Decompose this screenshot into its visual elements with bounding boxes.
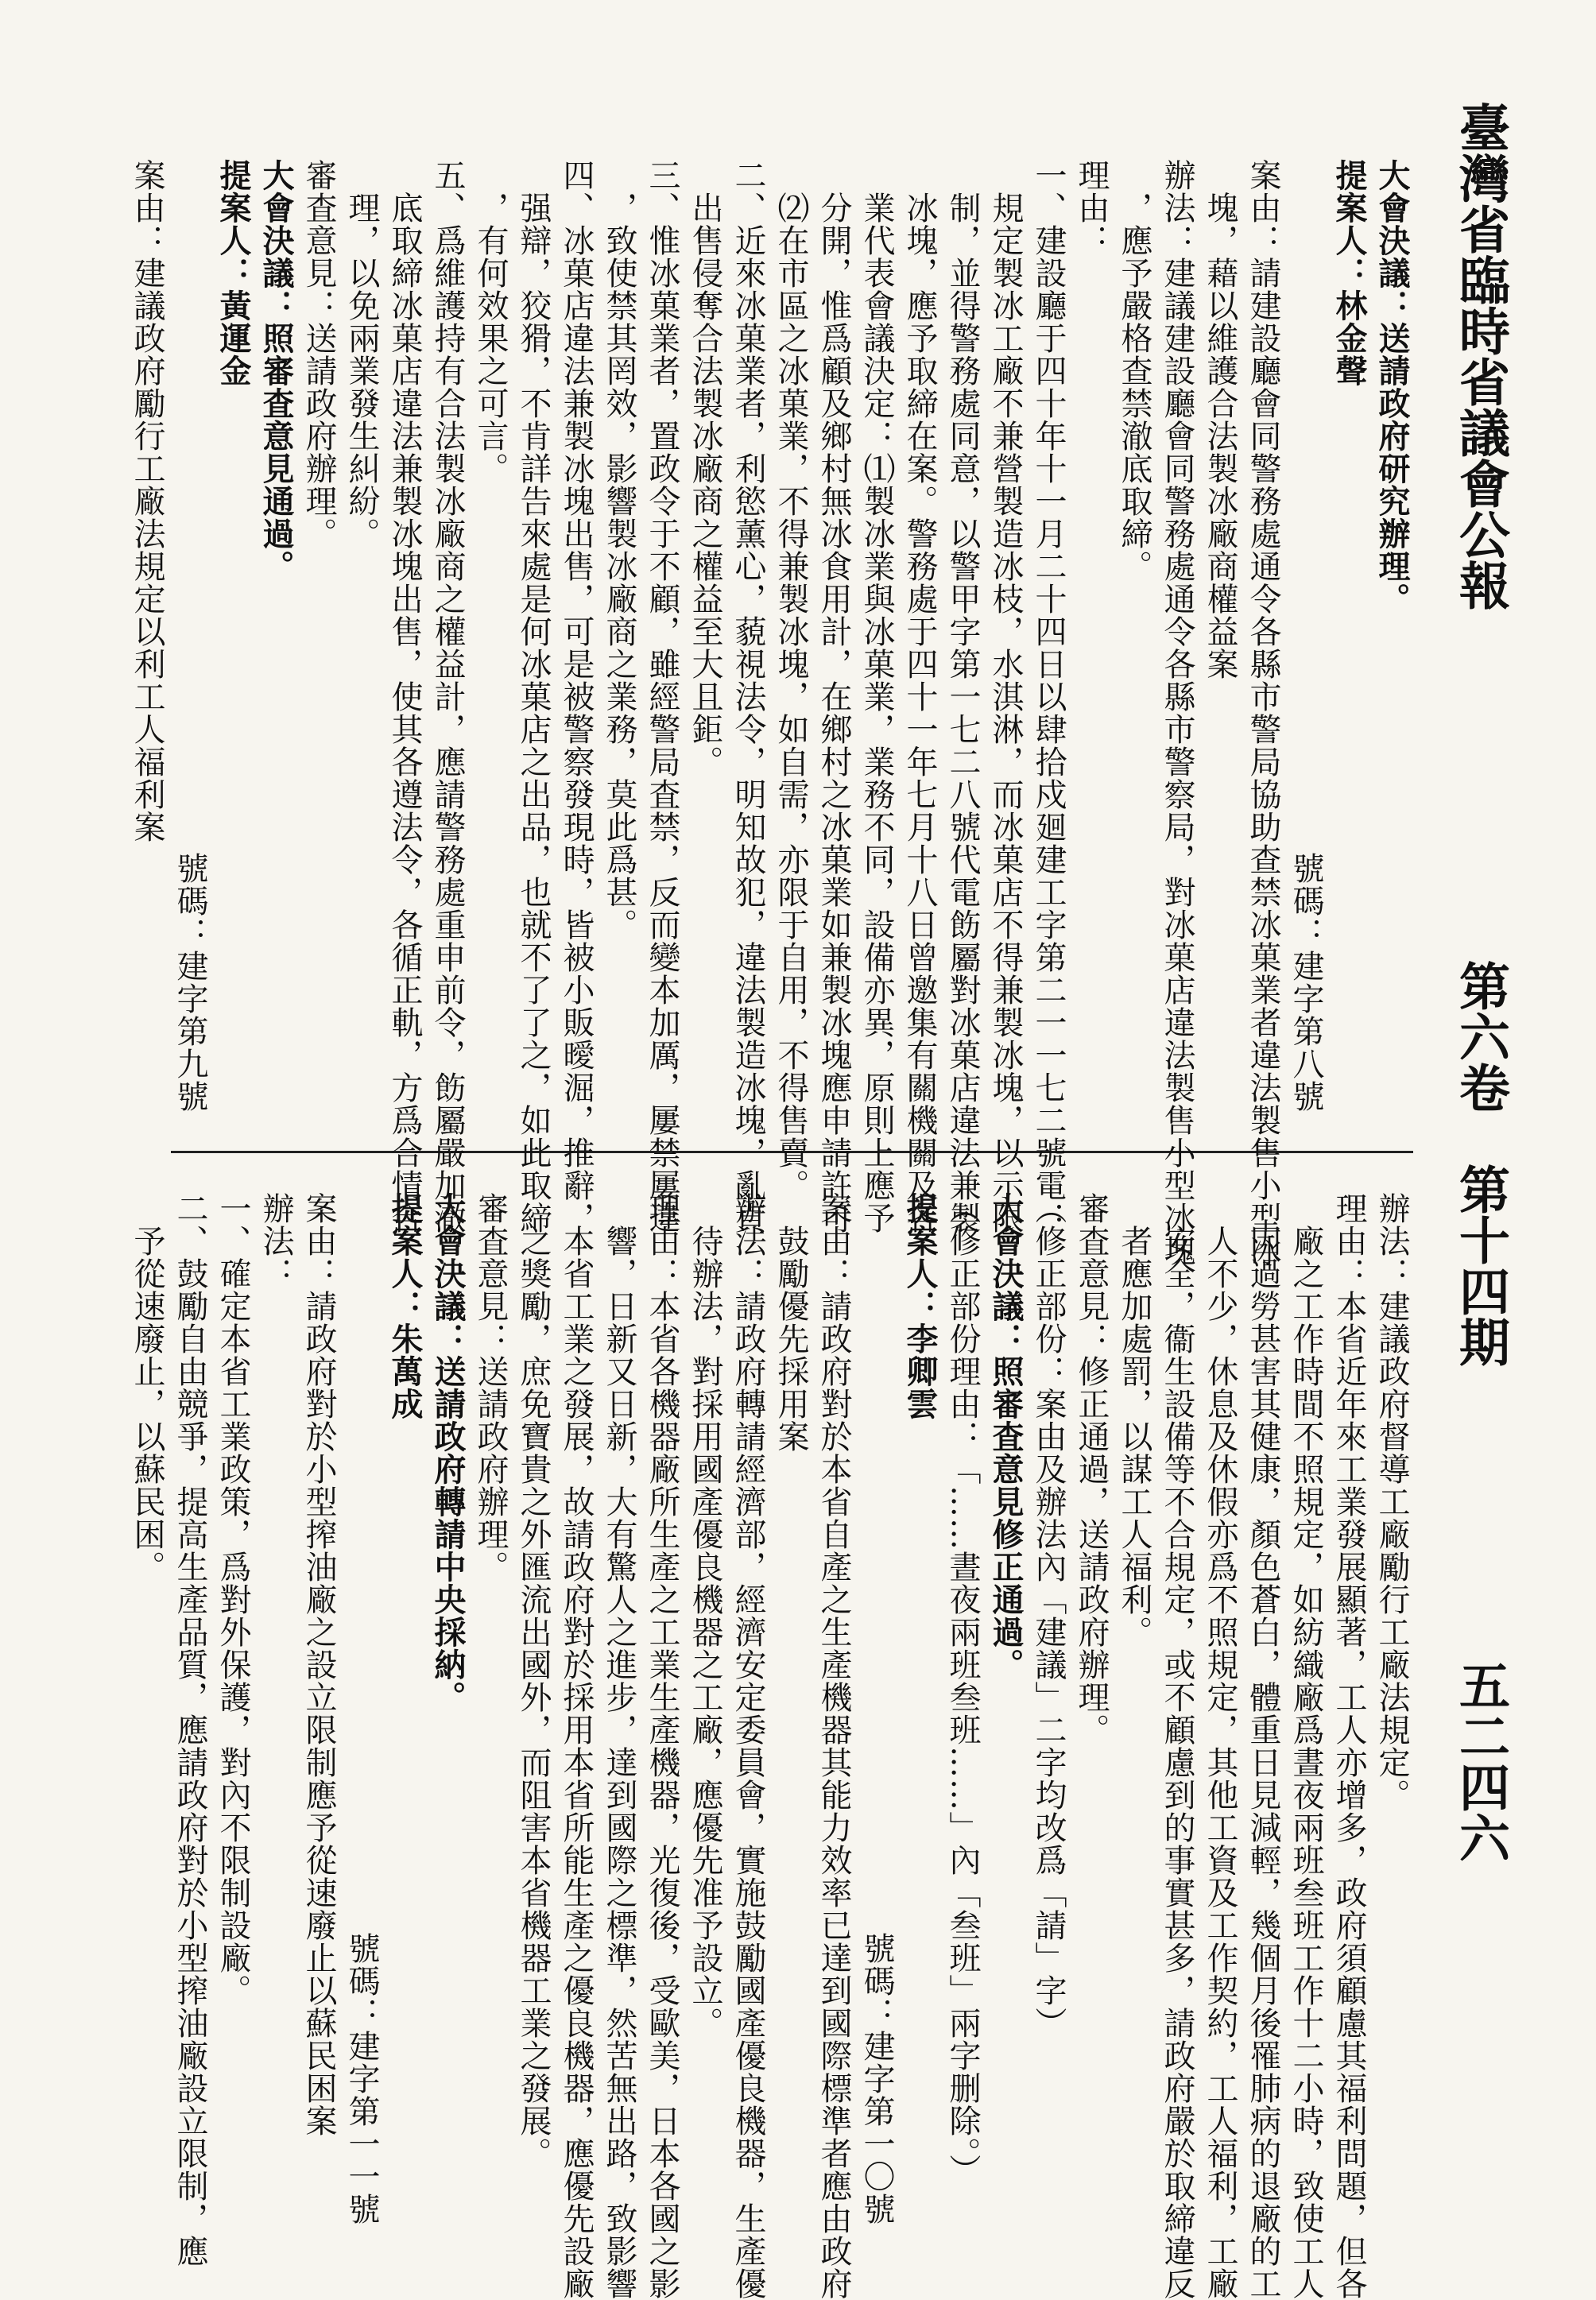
text-line: （修正部份：案由及辦法內「建議」二字均改爲「請」字） bbox=[1030, 1192, 1067, 2039]
text-line: 二、近來冰菓業者，利慾薰心，藐視法令，明知故犯，違法製造冰塊，亂貞 bbox=[730, 159, 766, 1234]
text-line: ⑵在市區之冰菓業，不得兼製冰塊，如自需，亦限于自用，不得售賣。 bbox=[773, 159, 809, 1202]
text-line: 案由：請建設廳會同警務處通令各縣市警局協助查禁冰菓業者違法製售小型冰 bbox=[1245, 159, 1281, 1267]
text-line: 强辯，狡猾，不肯詳告來處是何冰菓店之出品，也就不了了之，如此取締 bbox=[515, 159, 552, 1234]
text-line: 四、冰菓店違法兼製冰塊出售，可是被警察發現時，皆被小販曖淈，推辭， bbox=[558, 159, 595, 1234]
text-line: 大會決議：照審査意見修正通過。 bbox=[987, 1192, 1025, 1681]
text-line: 理由： bbox=[1073, 159, 1110, 257]
text-line: 人不少，休息及休假亦爲不照規定，其他工資及工作契約，工人福利，工廠 bbox=[1202, 1192, 1238, 2300]
text-line: 之獎勵，庶免寶貴之外匯流出國外，而阻害本省機器工業之發展。 bbox=[515, 1192, 552, 2170]
text-line: 底取締冰菓店違法兼製冰塊出售，使其各遵法令，各循正軌，方爲合情合 bbox=[386, 159, 423, 1234]
text-line: ，致使禁其罔效，影響製冰廠商之業務，莫此爲甚。 bbox=[601, 159, 637, 941]
text-line: 提案人：朱萬成 bbox=[386, 1192, 424, 1420]
proposal-number: 號碼：建字第九號 bbox=[172, 852, 208, 1113]
text-line: 響，日新又日新，大有驚人之進步，達到國際之標準，然苦無出路，致影響 bbox=[601, 1192, 637, 2300]
text-line: 提案人：黃運金 bbox=[215, 159, 252, 387]
text-line: 案由：請政府對於小型搾油廠之設立限制應予從速廢止以蘇民困案 bbox=[300, 1192, 337, 2137]
volume-issue: 第六卷 第十四期 bbox=[1451, 960, 1510, 1367]
text-line: 提案人：林金聲 bbox=[1331, 159, 1368, 387]
text-line: 本省工業之發展，故請政府對於採用本省所能生產之優良機器，應優先設廠 bbox=[558, 1192, 595, 2300]
text-line: 案由：建議政府勵行工廠法規定以利工人福利案 bbox=[129, 159, 165, 843]
text-line: 鼓勵優先採用案 bbox=[773, 1192, 809, 1453]
text-line: ，應予嚴格查禁澈底取締。 bbox=[1116, 159, 1152, 583]
text-line: 案由：請政府對於本省自產之生產機器其能力效率已達到國際標準者應由政府 bbox=[815, 1192, 852, 2300]
proposal-number: 號碼：建字第一〇號 bbox=[858, 1932, 895, 2225]
text-line: 規定製冰工廠不兼營製造冰枝，水淇淋，而冰菓店不得兼製冰塊，以示限 bbox=[987, 159, 1024, 1234]
text-line: 審査意見：修正通過，送請政府辦理。 bbox=[1073, 1192, 1110, 1746]
text-line: 理由：本省近年來工業發展顯著，工人亦增多，政府須顧慮其福利問題，但各 bbox=[1331, 1192, 1367, 2300]
text-line: 審査意見：送請政府辦理。 bbox=[300, 159, 337, 550]
text-line: 提案人：李卿雲 bbox=[901, 1192, 939, 1420]
proposal-number: 號碼：建字第一一號 bbox=[343, 1932, 380, 2225]
text-line: ，有何效果之可言。 bbox=[472, 159, 509, 485]
text-line: 冰塊，應予取締在案。警務處于四十一年七月十八日曾邀集有關機關及各 bbox=[901, 159, 938, 1234]
text-line: 業代表會議決定：⑴製冰業與冰菓業，業務不同，設備亦異，原則上應予 bbox=[858, 159, 895, 1234]
text-line: 五、爲維護持有合法製冰廠商之權益計，應請警務處重申前令，飭屬嚴加澈 bbox=[429, 159, 466, 1234]
text-line: 一、建設廳于四十年十一月二十四日以肆拾戍廻建工字第二一一七二號電： bbox=[1030, 159, 1067, 1234]
text-line: 二、鼓勵自由競爭，提高生產品質，應請政府對於小型搾油廠設立限制，應 bbox=[172, 1192, 208, 2267]
text-line: 審査意見：送請政府辦理。 bbox=[472, 1192, 509, 1583]
text-line: 大會決議：送請政府研究辦理。 bbox=[1373, 159, 1411, 615]
text-line: 辦法：建議建設廳會同警務處通令各縣市警察局，對冰菓店違法製售小型冰塊 bbox=[1159, 159, 1195, 1267]
text-line: 一、確定本省工業政策，爲對外保護，對內不限制設廠。 bbox=[215, 1192, 251, 2007]
text-line: 予從速廢止，以蘇民困。 bbox=[129, 1192, 165, 1583]
text-line: 理，以免兩業發生糾紛。 bbox=[343, 159, 380, 550]
text-line: 辦法：建議政府督導工廠勵行工廠法規定。 bbox=[1373, 1192, 1410, 1811]
text-line: 辦法：請政府轉請經濟部，經濟安定委員會，實施鼓勵國產優良機器，生產優 bbox=[730, 1192, 766, 2300]
text-line: 辦法： bbox=[258, 1192, 294, 1290]
text-line: 理由：本省各機器廠所生產之工業生產機器，光復後，受歐美，日本各國之影 bbox=[644, 1192, 680, 2300]
text-line: 大會決議：照審査意見通過。 bbox=[258, 159, 295, 583]
text-line: 者應加處罰，以謀工人福利。 bbox=[1116, 1192, 1152, 1648]
text-line: 廠之工作時間不照規定，如紡織廠爲晝夜兩班叁班工作十二小時，致使工人 bbox=[1288, 1192, 1324, 2300]
upper-text-block bbox=[126, 159, 1413, 1267]
text-line: 大會決議：送請政府轉請中央採納。 bbox=[429, 1192, 467, 1713]
text-line: （修正部份理由：「……晝夜兩班叁班……」內「叁班」兩字删除。） bbox=[944, 1192, 981, 2186]
text-line: 待辦法，對採用國產優良機器之工廠，應優先准予設立。 bbox=[687, 1192, 723, 2039]
text-line: 塊，藉以維護合法製冰廠商權益案 bbox=[1202, 159, 1238, 680]
text-line: 出售侵奪合法製冰廠商之權益至大且鉅。 bbox=[687, 159, 723, 778]
gazette-title: 臺灣省臨時省議會公報 bbox=[1451, 102, 1510, 610]
text-line: 分開，惟爲顧及鄉村無冰食用計，在鄉村之冰菓業如兼製冰塊應申請許可 bbox=[815, 159, 852, 1234]
proposal-number: 號碼：建字第八號 bbox=[1288, 852, 1324, 1113]
page-number: 五二四六 bbox=[1451, 1659, 1510, 1863]
text-line: 制，並得警務處同意，以警甲字第一七二八號代電飭屬對冰菓店違法兼製 bbox=[944, 159, 981, 1234]
text-line: 因過勞甚害其健康，顏色蒼白，體重日見減輕，幾個月後罹肺病的退廠的工 bbox=[1245, 1192, 1281, 2300]
text-line: 安全，衞生設備等不合規定，或不顧慮到的事實甚多，請政府嚴於取締違反 bbox=[1159, 1192, 1195, 2300]
lower-text-block bbox=[126, 1192, 1413, 2300]
text-line: 三、惟冰菓業者，置政令于不顧，雖經警局査禁，反而變本加厲，屢禁屢違 bbox=[644, 159, 680, 1234]
